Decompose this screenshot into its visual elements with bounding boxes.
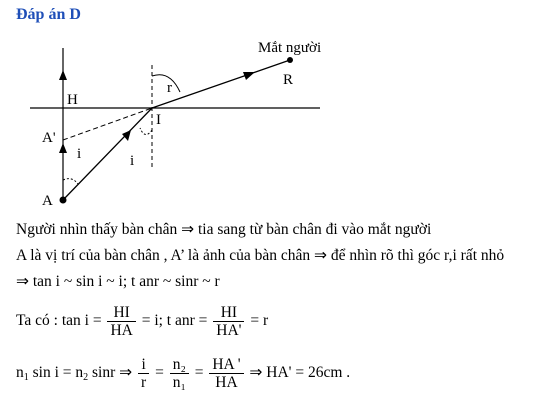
fraction-denominator: HA' [216,322,242,339]
fraction-i-r [138,356,149,391]
eq1: = [155,364,164,382]
refracted-ray-arrow [243,72,255,80]
sin-i: sin i = [28,364,76,382]
label-a: A [42,193,53,209]
n2-subscript: 2 [83,372,89,384]
image-ray-dashed [63,108,152,140]
label-r-angle: r [167,80,172,96]
incident-ray-arrow [122,130,131,141]
result: ⇒ HA' = 26cm . [249,364,351,382]
sinr: sinr ⇒ [88,364,133,382]
line4-suffix: = r [250,312,269,330]
point-a [60,197,67,204]
label-r-point: R [283,72,294,88]
point-r [287,57,293,63]
answer-title: Đáp án D [16,6,81,23]
label-a-prime: A' [42,130,56,146]
fraction-numerator: HI [107,304,135,322]
fraction-hi-ha [107,304,135,339]
vertical-arrow-upper [59,70,67,80]
fraction-n2-n1 [170,356,189,391]
n1: n [16,364,24,382]
text-line-2: A là vị trí của bàn chân , A’ là ảnh của bàn chân ⇒ để nhìn rõ thì góc r,i rất nhỏ [16,247,505,264]
n1-subscript: 1 [23,372,29,384]
label-i-angle-left: i [77,146,82,162]
fraction-denominator: HA [215,374,238,391]
text-line-3: ⇒ tan i ~ sin i ~ i; t anr ~ sinr ~ r [16,273,220,290]
fraction-denominator: r [141,374,147,391]
vertical-arrow-lower [59,143,67,153]
fraction-hi-haprime [213,304,244,339]
angle-r-arc [152,75,180,92]
fraction-haprime-ha [209,356,243,391]
line4-mid: = i; t anr = [141,312,208,330]
text-line-1: Người nhìn thấy bàn chân ⇒ tia sang từ bàn chân đi vào mắt người [16,221,432,238]
label-i-point: I [156,112,161,128]
angle-i-arc-a [63,179,78,184]
text-line-4 [16,304,268,339]
fraction-numerator: i [138,356,149,374]
eq2: = [194,364,204,382]
fraction-numerator: HI [213,304,244,322]
text-line-5 [16,356,350,391]
refracted-ray [152,60,290,108]
angle-i-arc-i [140,128,152,135]
label-i-angle-right: i [130,153,135,169]
line4-prefix: Ta có : tan i = [16,312,102,330]
fraction-numerator: HA ' [209,356,243,374]
n2: n [75,364,84,382]
fraction-denominator: HA [110,322,133,339]
fraction-numerator: n₂ [170,356,189,374]
eye-label: Mắt người [258,40,322,56]
label-h: H [67,92,78,108]
fraction-denominator: n₁ [172,374,186,391]
